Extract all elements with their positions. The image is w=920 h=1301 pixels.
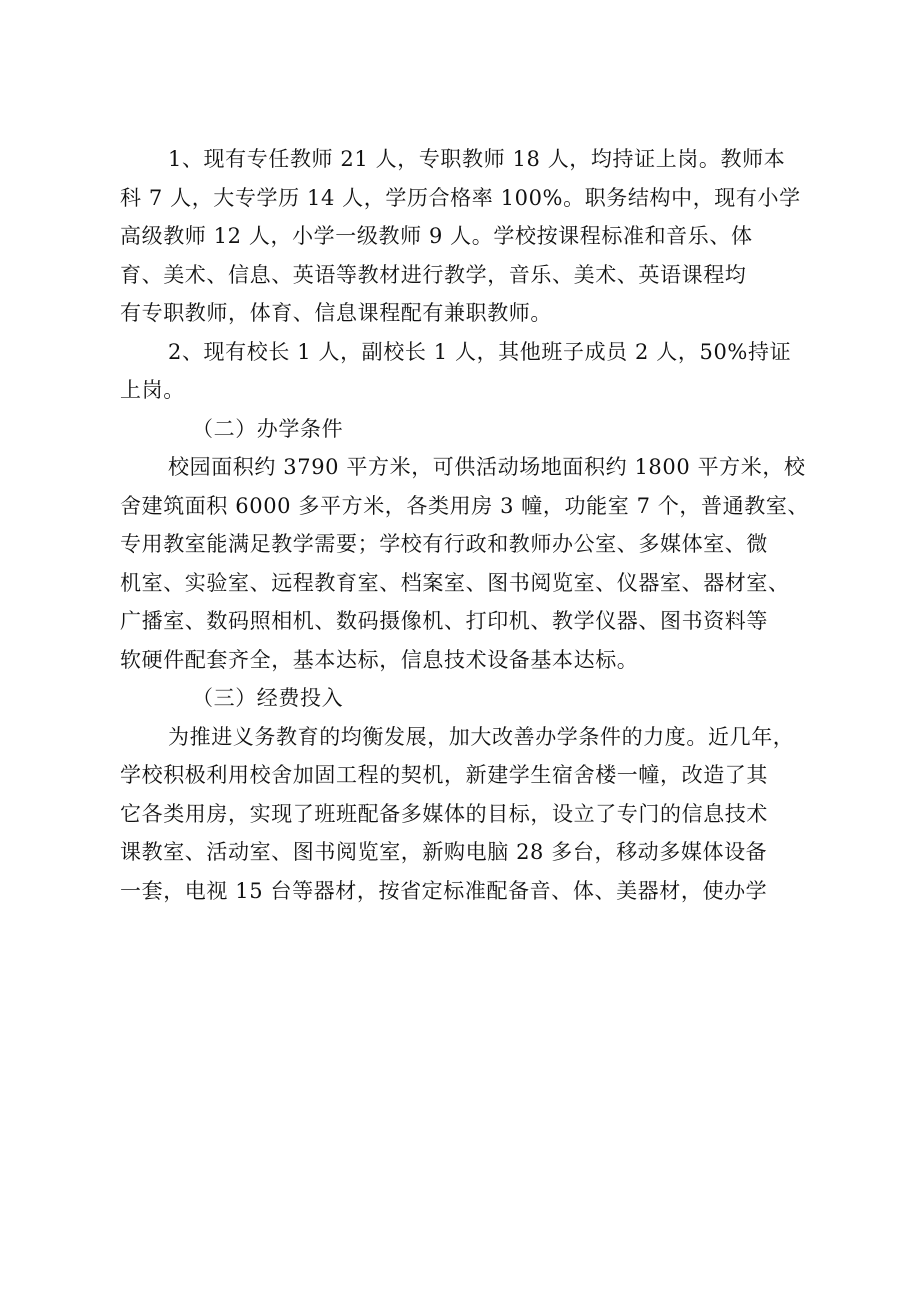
text-line: 软硬件配套齐全，基本达标，信息技术设备基本达标。: [120, 647, 639, 672]
text-line: 为推进义务教育的均衡发展，加大改善办学条件的力度。近几年，: [168, 724, 795, 749]
section-heading-funding: [120, 679, 825, 718]
paragraph-funding: [120, 718, 825, 911]
text-line: 课教室、活动室、图书阅览室，新购电脑 28 多台，移动多媒体设备: [120, 840, 768, 864]
paragraph-conditions: [120, 448, 825, 679]
text-line: 舍建筑面积 6000 多平方米，各类用房 3 幢，功能室 7 个，普通教室、: [120, 493, 810, 518]
text-line: 科 7 人，大专学历 14 人，学历合格率 100%。职务结构中，现有小学: [120, 185, 801, 210]
section-heading-conditions: [120, 410, 825, 449]
text-line: 专用教室能满足教学需要；学校有行政和教师办公室、多媒体室、微: [120, 532, 768, 556]
section-heading: （三）经费投入: [192, 686, 344, 710]
text-line: 学校积极利用校舍加固工程的契机，新建学生宿舍楼一幢，改造了其: [120, 763, 768, 787]
text-line: 上岗。: [120, 378, 185, 402]
paragraph-teachers: [120, 140, 825, 333]
text-line: 育、美术、信息、英语等教材进行教学，音乐、美术、英语课程均: [120, 262, 747, 287]
section-heading: （二）办学条件: [192, 416, 344, 441]
text-line: 广播室、数码照相机、数码摄像机、打印机、教学仪器、图书资料等: [120, 609, 768, 633]
text-line: 机室、实验室、远程教育室、档案室、图书阅览室、仪器室、器材室、: [120, 570, 790, 595]
document-body: [120, 140, 825, 910]
text-line: 校园面积约 3790 平方米，可供活动场地面积约 1800 平方米，校: [168, 455, 806, 479]
text-line: 它各类用房，实现了班班配备多媒体的目标，设立了专门的信息技术: [120, 801, 768, 826]
text-line: 2、现有校长 1 人，副校长 1 人，其他班子成员 2 人，50%持证: [168, 339, 792, 364]
text-line: 高级教师 12 人，小学一级教师 9 人。学校按课程标准和音乐、体: [120, 224, 753, 248]
text-line: 有专职教师，体育、信息课程配有兼职教师。: [120, 301, 552, 325]
paragraph-principals: [120, 333, 825, 410]
text-line: 一套，电视 15 台等器材，按省定标准配备音、体、美器材，使办学: [120, 878, 768, 903]
text-line: 1、现有专任教师 21 人，专职教师 18 人，均持证上岗。教师本: [168, 147, 786, 171]
